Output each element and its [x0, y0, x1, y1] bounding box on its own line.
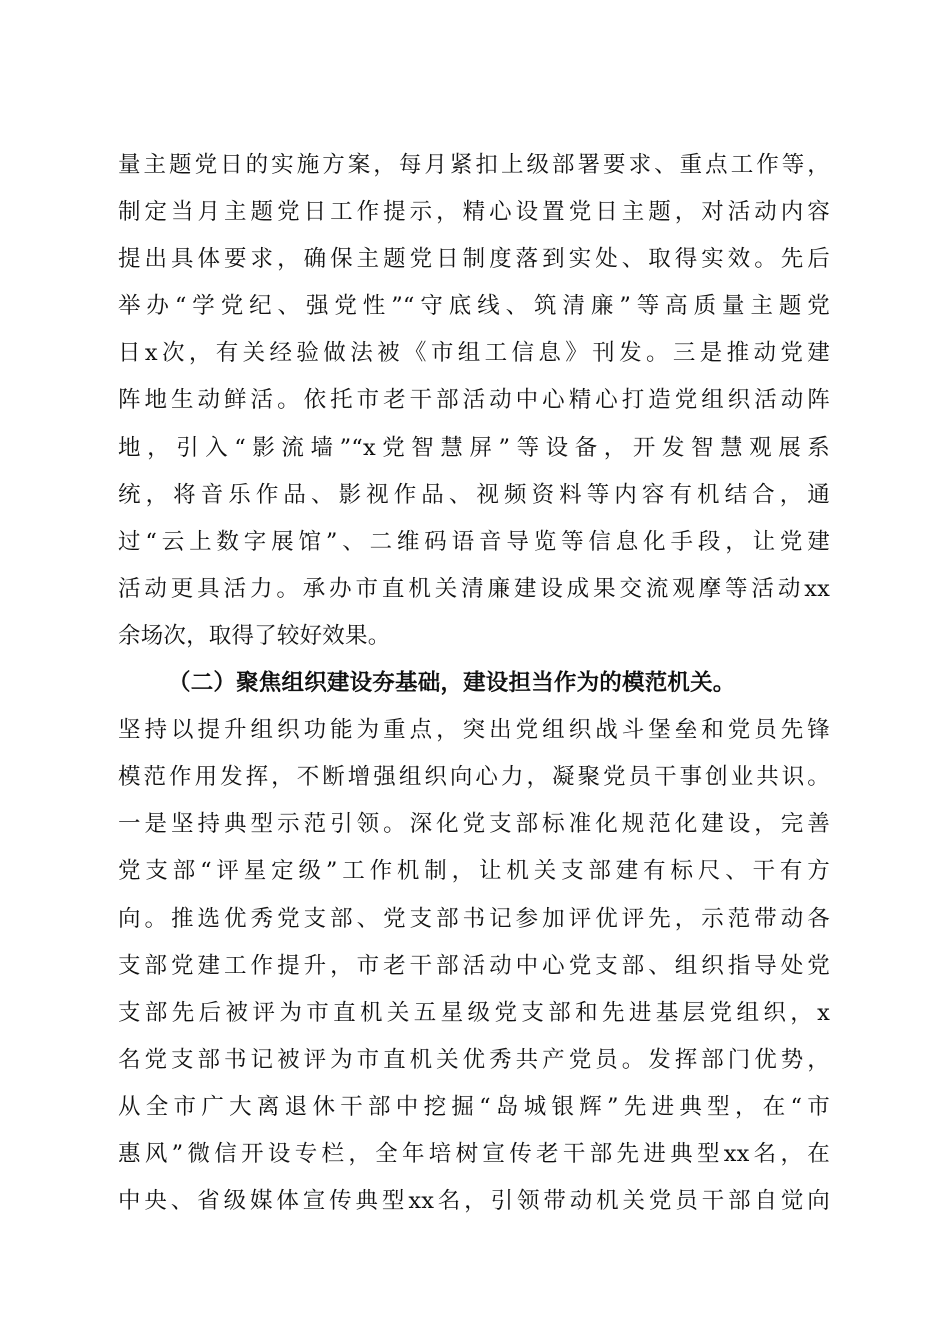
text-line: 支部先后被评为市直机关五星级党支部和先进基层党组织，x: [118, 999, 830, 1026]
text-line: 支部党建工作提升，市老干部活动中心党支部、组织指导处党: [118, 952, 830, 979]
text-line: 名党支部书记被评为市直机关优秀共产党员。发挥部门优势，: [118, 1046, 830, 1073]
text-line: 活动更具活力。承办市直机关清廉建设成果交流观摩等活动xx: [118, 575, 830, 602]
text-line: 向。推选优秀党支部、党支部书记参加评优评先，示范带动各: [118, 905, 830, 932]
text-line: 一是坚持典型示范引领。深化党支部标准化规范化建设，完善: [118, 811, 830, 838]
text-line: 党支部“评星定级”工作机制，让机关支部建有标尺、干有方: [118, 858, 830, 885]
text-line: 制定当月主题党日工作提示，精心设置党日主题，对活动内容: [118, 199, 830, 226]
body-text: [118, 142, 830, 1225]
text-line: 模范作用发挥，不断增强组织向心力，凝聚党员干事创业共识。: [118, 764, 830, 791]
text-line: 从全市广大离退休干部中挖掘“岛城银辉”先进典型，在“市: [118, 1093, 830, 1120]
text-line: 举办“学党纪、强党性”“守底线、筑清廉”等高质量主题党: [118, 293, 830, 320]
text-line: 阵地生动鲜活。依托市老干部活动中心精心打造党组织活动阵: [118, 387, 830, 414]
text-line: 地，引入“影流墙”“x党智慧屏”等设备，开发智慧观展系: [118, 434, 830, 461]
text-line: 中央、省级媒体宣传典型xx名，引领带动机关党员干部自觉向: [118, 1188, 830, 1215]
text-line: 统，将音乐作品、影视作品、视频资料等内容有机结合，通: [118, 481, 830, 508]
text-line: 坚持以提升组织功能为重点，突出党组织战斗堡垒和党员先锋: [118, 717, 830, 744]
text-line: 量主题党日的实施方案，每月紧扣上级部署要求、重点工作等，: [118, 152, 830, 178]
text-line: 余场次，取得了较好效果。: [118, 622, 391, 649]
text-line: 惠风”微信开设专栏，全年培树宣传老干部先进典型xx名，在: [118, 1140, 830, 1167]
section-heading: （二）聚焦组织建设夯基础，建设担当作为的模范机关。: [168, 670, 736, 697]
text-line: 过“云上数字展馆”、二维码语音导览等信息化手段，让党建: [118, 528, 830, 555]
text-line: 提出具体要求，确保主题党日制度落到实处、取得实效。先后: [118, 246, 830, 273]
text-line: 日x次，有关经验做法被《市组工信息》刊发。三是推动党建: [118, 340, 830, 367]
